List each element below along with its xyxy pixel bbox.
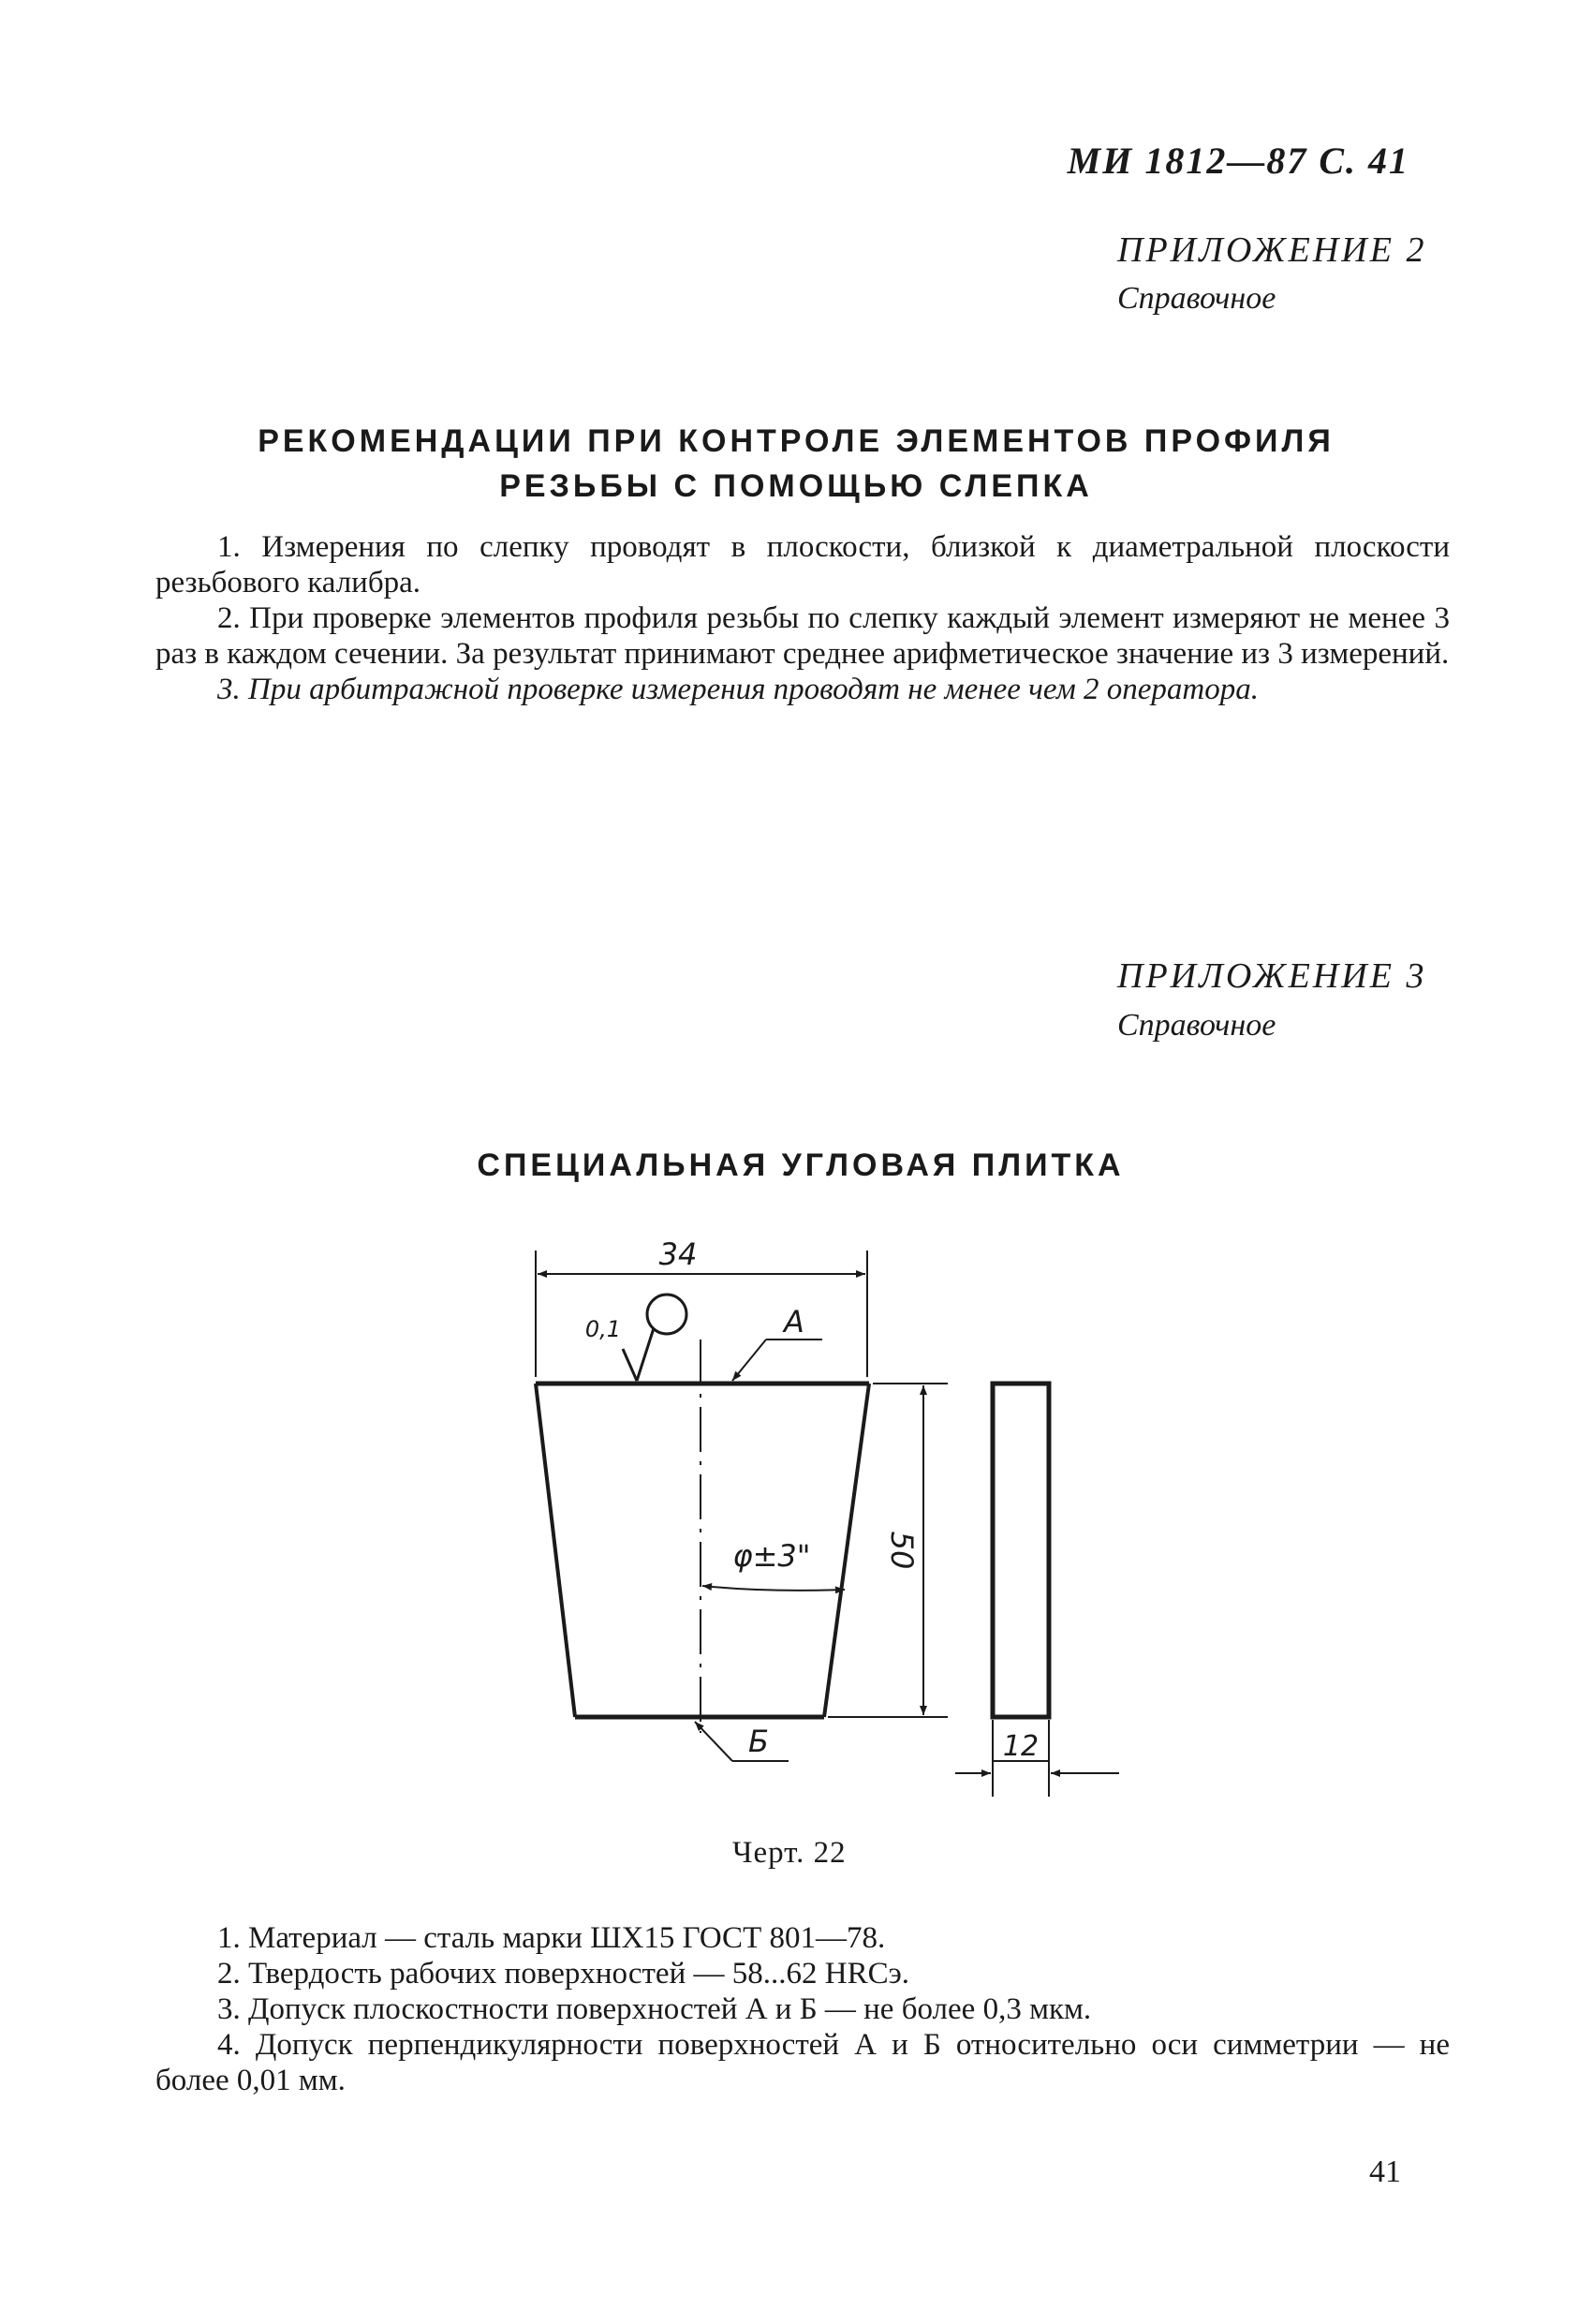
flatness-symbol bbox=[585, 1295, 686, 1381]
appendix-3-notes bbox=[155, 1920, 1450, 2098]
appendix-2-heading-line-1: РЕКОМЕНДАЦИИ ПРИ КОНТРОЛЕ ЭЛЕМЕНТОВ ПРОФИЛЯ bbox=[258, 423, 1335, 459]
height-dimension-label: 50 bbox=[884, 1531, 920, 1570]
surface-b-label: Б bbox=[748, 1724, 769, 1759]
appendix-3-subtitle: Справочное bbox=[1117, 1008, 1276, 1043]
appendix-2-heading-line-2: РЕЗЬБЫ С ПОМОЩЬЮ СЛЕПКА bbox=[499, 468, 1093, 504]
block-side-view bbox=[993, 1384, 1049, 1717]
note-4: 4. Допуск перпендикулярности поверхностей А и Б относительно оси симметрии — не более 0,01 мм. bbox=[155, 2028, 1450, 2097]
angle-dimension bbox=[702, 1538, 845, 1591]
thickness-dimension bbox=[955, 1720, 1119, 1797]
thickness-dimension-label: 12 bbox=[1002, 1730, 1040, 1763]
width-dimension-label: 34 bbox=[658, 1236, 698, 1272]
surface-a-label: А bbox=[784, 1304, 804, 1340]
document-reference: МИ 1812—87 С. 41 bbox=[1067, 140, 1409, 182]
surface-a-leader bbox=[732, 1304, 822, 1381]
angle-label: φ±3" bbox=[732, 1538, 811, 1574]
appendix-2-item-1: 1. Измерения по слепку проводят в плоскости, близкой к диаметральной плоскости резьбового калибра. bbox=[155, 530, 1450, 600]
figure-caption: Черт. 22 bbox=[732, 1836, 847, 1870]
flatness-value: 0,1 bbox=[584, 1316, 622, 1342]
appendix-2-title: ПРИЛОЖЕНИЕ 2 bbox=[1117, 230, 1427, 270]
note-1: 1. Материал — сталь марки ШХ15 ГОСТ 801—78. bbox=[217, 1921, 886, 1955]
note-3: 3. Допуск плоскостности поверхностей А и Б — не более 0,3 мкм. bbox=[217, 1992, 1092, 2026]
page-number: 41 bbox=[1369, 2154, 1401, 2189]
appendix-2-subtitle: Справочное bbox=[1117, 281, 1276, 316]
appendix-2-item-3: 3. При арбитражной проверке измерения проводят не менее чем 2 оператора. bbox=[217, 673, 1259, 706]
appendix-3-title: ПРИЛОЖЕНИЕ 3 bbox=[1117, 956, 1427, 996]
appendix-2-item-2: 2. При проверке элементов профиля резьбы по слепку каждый элемент измеряют не менее 3 раз в каждом сечении. За результат принимают среднее арифметическое значение из 3 измерений. bbox=[155, 601, 1450, 671]
block-outline bbox=[536, 1384, 869, 1717]
surface-b-leader bbox=[695, 1722, 789, 1761]
note-2: 2. Твердость рабочих поверхностей — 58...62 HRCэ. bbox=[217, 1957, 910, 1991]
appendix-3-heading: СПЕЦИАЛЬНАЯ УГЛОВАЯ ПЛИТКА bbox=[477, 1147, 1125, 1183]
